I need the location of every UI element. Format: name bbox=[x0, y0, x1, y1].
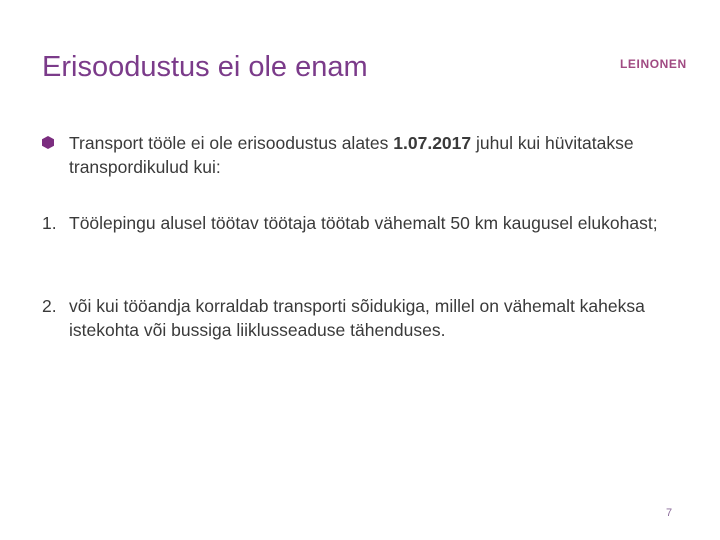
page-number: 7 bbox=[666, 507, 673, 519]
item-number: 2. bbox=[42, 296, 57, 316]
numbered-item-2 bbox=[42, 294, 662, 342]
slide-title: Erisoodustus ei ole enam bbox=[42, 51, 368, 83]
company-logo: LEINONEN bbox=[620, 57, 687, 71]
bullet-text-after: juhul kui hüvitatakse transpordikulud kui: bbox=[69, 133, 634, 177]
bullet-text bbox=[69, 131, 662, 179]
item-number: 1. bbox=[42, 213, 57, 233]
bullet-paragraph bbox=[42, 131, 662, 179]
item-text: või kui tööandja korraldab transporti sõidukiga, millel on vähemalt kaheksa istekohta või bussiga liiklusseaduse tähenduses. bbox=[69, 296, 645, 340]
numbered-item-1 bbox=[42, 211, 662, 235]
bullet-text-before: Transport tööle ei ole erisoodustus alates bbox=[69, 133, 394, 153]
item-text: Töölepingu alusel töötav töötaja töötab vähemalt 50 km kaugusel elukohast; bbox=[69, 213, 658, 233]
effective-date: 1.07.2017 bbox=[393, 133, 472, 153]
hexagon-bullet-icon bbox=[42, 136, 54, 149]
